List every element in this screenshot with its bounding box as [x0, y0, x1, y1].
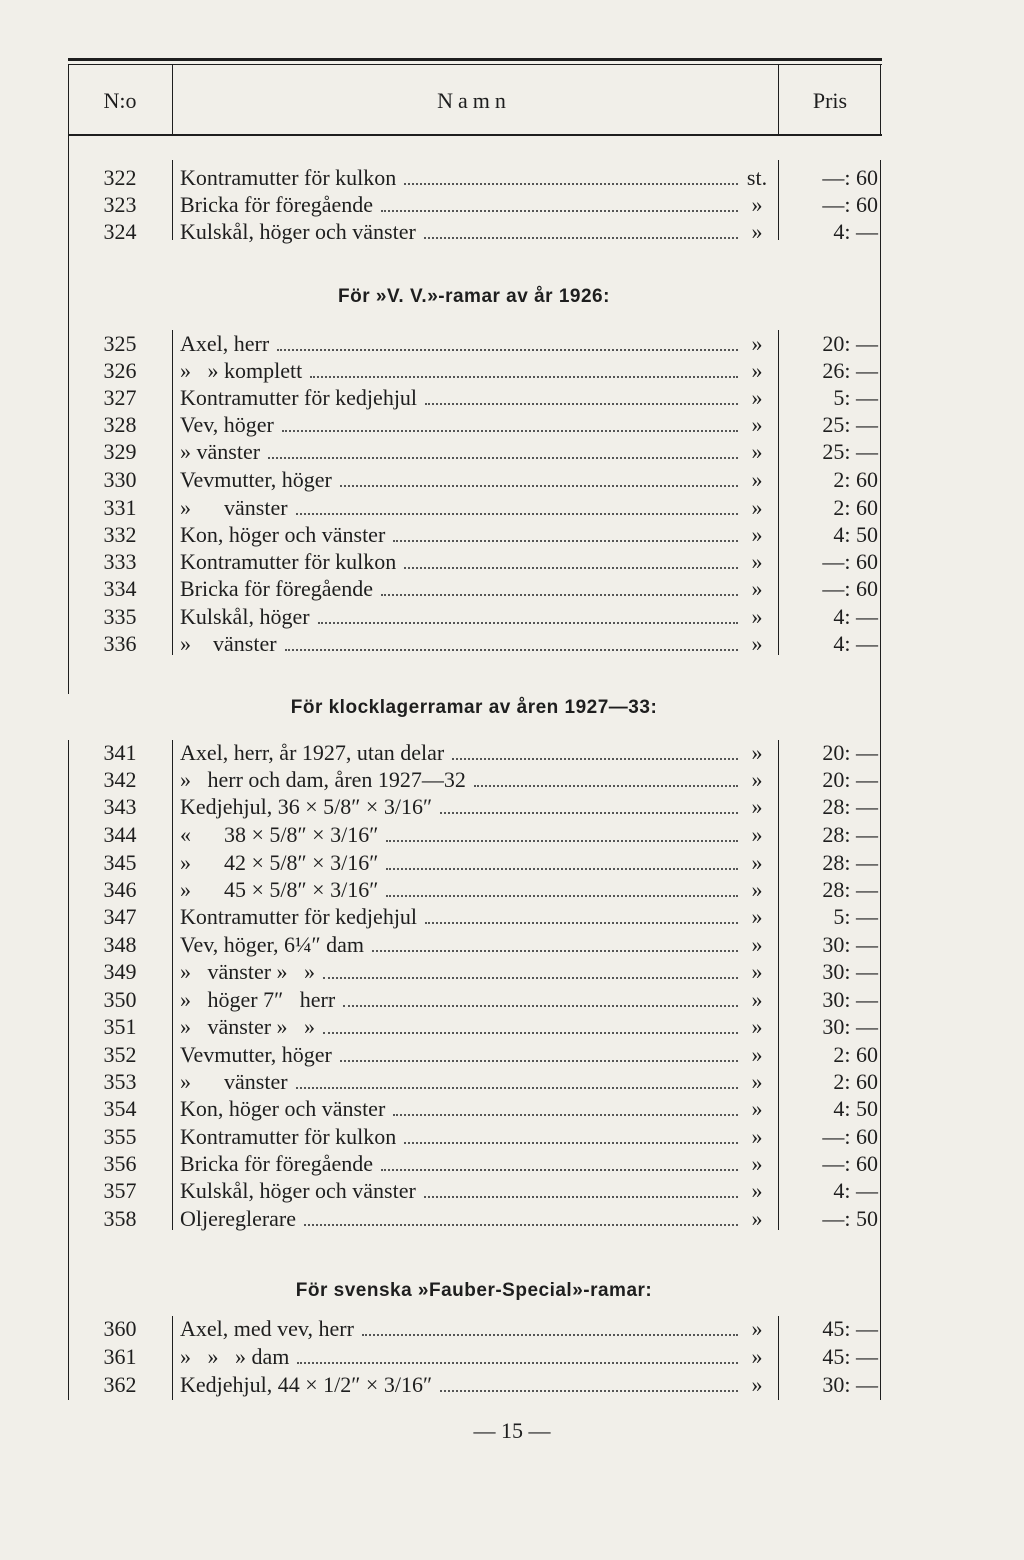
item-unit: »	[751, 467, 763, 492]
item-name-cell	[180, 466, 770, 494]
dot-leader	[277, 349, 738, 351]
item-number: 332	[103, 522, 137, 547]
dot-leader	[323, 977, 738, 979]
item-unit: »	[751, 549, 763, 574]
item-name-cell	[180, 821, 770, 849]
item-name-cell	[180, 164, 770, 192]
item-price: 4: —	[833, 219, 878, 244]
item-price: 4: —	[833, 604, 878, 629]
item-name-cell	[180, 1343, 770, 1371]
item-number: 341	[103, 740, 137, 765]
item-price: 2: 60	[833, 1069, 878, 1094]
item-unit: »	[751, 631, 763, 656]
item-price: —: 60	[822, 576, 878, 601]
table-row	[0, 766, 1024, 794]
item-name-cell	[180, 575, 770, 603]
top-rule	[68, 58, 882, 61]
item-name: Vevmutter, höger	[180, 1042, 332, 1067]
item-unit: »	[751, 1372, 763, 1397]
dot-leader	[381, 594, 738, 596]
item-name: Kontramutter för kulkon	[180, 549, 397, 574]
item-unit: »	[751, 331, 763, 356]
item-unit: »	[751, 1069, 763, 1094]
item-price: —: 60	[822, 1124, 878, 1149]
dot-leader	[393, 540, 738, 542]
top-rule-thin	[68, 64, 882, 65]
item-name: » 42 × 5/8″ × 3/16″	[180, 850, 379, 875]
item-price: —: 60	[822, 1151, 878, 1176]
table-row	[0, 1315, 1024, 1343]
item-name-cell	[180, 849, 770, 877]
item-name-cell	[180, 1177, 770, 1205]
item-price: 30: —	[822, 1372, 878, 1397]
item-number: 356	[103, 1151, 137, 1176]
item-name: Kedjehjul, 36 × 5/8″ × 3/16″	[180, 794, 433, 819]
item-unit: »	[751, 192, 763, 217]
item-name-cell	[180, 1095, 770, 1123]
dot-leader	[381, 1169, 738, 1171]
item-name: » vänster » »	[180, 959, 316, 984]
item-number: 343	[103, 794, 137, 819]
item-price: —: 60	[822, 549, 878, 574]
item-price: 2: 60	[833, 467, 878, 492]
table-row	[0, 357, 1024, 385]
item-unit: »	[751, 822, 763, 847]
table-row	[0, 931, 1024, 959]
item-name-cell	[180, 1068, 770, 1096]
item-number: 348	[103, 932, 137, 957]
item-price: 5: —	[833, 904, 878, 929]
item-price: 4: 50	[833, 522, 878, 547]
item-name: » vänster	[180, 1069, 288, 1094]
dot-leader	[323, 1032, 738, 1034]
item-number: 326	[103, 358, 137, 383]
dot-leader	[372, 950, 738, 952]
table-row	[0, 958, 1024, 986]
table-row	[0, 575, 1024, 603]
item-name: Kontramutter för kedjehjul	[180, 904, 418, 929]
table-row	[0, 330, 1024, 358]
item-price: 20: —	[822, 331, 878, 356]
item-number: 334	[103, 576, 137, 601]
item-name: Kontramutter för kedjehjul	[180, 385, 418, 410]
dot-leader	[404, 183, 738, 185]
item-name-cell	[180, 521, 770, 549]
dot-leader	[440, 812, 738, 814]
dot-leader	[424, 237, 738, 239]
item-number: 358	[103, 1206, 137, 1231]
section-title: För klocklagerramar av åren 1927—33:	[290, 697, 658, 718]
item-unit: »	[751, 412, 763, 437]
item-price: 26: —	[822, 358, 878, 383]
table-row	[0, 739, 1024, 767]
page-number: — 15 —	[473, 1418, 551, 1443]
item-price: 30: —	[822, 959, 878, 984]
item-number: 342	[103, 767, 137, 792]
table-row	[0, 1150, 1024, 1178]
item-unit: »	[751, 959, 763, 984]
item-price: 4: 50	[833, 1096, 878, 1121]
item-unit: »	[751, 904, 763, 929]
dot-leader	[296, 513, 738, 515]
table-row	[0, 630, 1024, 658]
item-price: 20: —	[822, 740, 878, 765]
item-name-cell	[180, 1013, 770, 1041]
table-row	[0, 164, 1024, 192]
item-name-cell	[180, 986, 770, 1014]
table-row	[0, 1371, 1024, 1399]
item-name-cell	[180, 494, 770, 522]
item-price: 30: —	[822, 932, 878, 957]
dot-leader	[404, 1142, 738, 1144]
item-name: Bricka för föregående	[180, 1151, 374, 1176]
item-number: 360	[103, 1316, 137, 1341]
table-row	[0, 411, 1024, 439]
item-name-cell	[180, 739, 770, 767]
item-name-cell	[180, 411, 770, 439]
item-name-cell	[180, 766, 770, 794]
item-unit: st.	[746, 165, 768, 190]
item-unit: »	[751, 1206, 763, 1231]
table-row	[0, 384, 1024, 412]
item-number: 346	[103, 877, 137, 902]
item-name-cell	[180, 1041, 770, 1069]
item-price: 30: —	[822, 987, 878, 1012]
item-price: 30: —	[822, 1014, 878, 1039]
item-unit: »	[751, 987, 763, 1012]
item-unit: »	[751, 576, 763, 601]
dot-leader	[282, 430, 738, 432]
dot-leader	[386, 840, 738, 842]
table-row	[0, 903, 1024, 931]
item-unit: »	[751, 219, 763, 244]
item-number: 347	[103, 904, 137, 929]
item-number: 329	[103, 439, 137, 464]
table-row	[0, 1095, 1024, 1123]
item-number: 357	[103, 1178, 137, 1203]
item-unit: »	[751, 850, 763, 875]
item-unit: »	[751, 1316, 763, 1341]
item-number: 354	[103, 1096, 137, 1121]
item-number: 335	[103, 604, 137, 629]
dot-leader	[386, 868, 738, 870]
dot-leader	[304, 1224, 738, 1226]
table-row	[0, 466, 1024, 494]
item-price: 25: —	[822, 412, 878, 437]
item-price: —: 60	[822, 165, 878, 190]
item-name: Kedjehjul, 44 × 1/2″ × 3/16″	[180, 1372, 433, 1397]
item-number: 349	[103, 959, 137, 984]
item-name: Bricka för föregående	[180, 576, 374, 601]
item-name: Oljereglerare	[180, 1206, 297, 1231]
dot-leader	[285, 649, 738, 651]
table-row	[0, 603, 1024, 631]
item-number: 344	[103, 822, 137, 847]
item-unit: »	[751, 495, 763, 520]
dot-leader	[343, 1005, 738, 1007]
section-title: För »V. V.»-ramar av år 1926:	[338, 286, 610, 307]
item-price: 45: —	[822, 1344, 878, 1369]
header-rule	[68, 134, 882, 136]
item-unit: »	[751, 740, 763, 765]
item-name: Bricka för föregående	[180, 192, 374, 217]
dot-leader	[340, 1060, 738, 1062]
item-price: 28: —	[822, 877, 878, 902]
item-name: Kontramutter för kulkon	[180, 1124, 397, 1149]
item-name: Axel, herr, år 1927, utan delar	[180, 740, 445, 765]
table-row	[0, 1123, 1024, 1151]
dot-leader	[318, 622, 738, 624]
dot-leader	[362, 1334, 738, 1336]
dot-leader	[474, 785, 738, 787]
table-row	[0, 821, 1024, 849]
item-number: 336	[103, 631, 137, 656]
item-name: » vänster	[180, 631, 277, 656]
item-price: 28: —	[822, 822, 878, 847]
item-number: 330	[103, 467, 137, 492]
item-unit: »	[751, 1124, 763, 1149]
item-number: 362	[103, 1372, 137, 1397]
dot-leader	[440, 1390, 738, 1392]
item-name-cell	[180, 603, 770, 631]
item-price: —: 60	[822, 192, 878, 217]
item-name-cell	[180, 1150, 770, 1178]
item-number: 345	[103, 850, 137, 875]
item-name-cell	[180, 357, 770, 385]
item-unit: »	[751, 1096, 763, 1121]
item-price: 4: —	[833, 1178, 878, 1203]
item-unit: »	[751, 439, 763, 464]
item-price: 2: 60	[833, 1042, 878, 1067]
table-row	[0, 986, 1024, 1014]
item-name: Kontramutter för kulkon	[180, 165, 397, 190]
table-row	[0, 548, 1024, 576]
dot-leader	[297, 1362, 738, 1364]
item-name: » vänster	[180, 439, 261, 464]
item-name-cell	[180, 876, 770, 904]
item-unit: »	[751, 1042, 763, 1067]
table-row	[0, 218, 1024, 246]
item-price: 5: —	[833, 385, 878, 410]
item-unit: »	[751, 1151, 763, 1176]
item-price: 25: —	[822, 439, 878, 464]
item-name: » » komplett	[180, 358, 303, 383]
item-name: Kon, höger och vänster	[180, 1096, 386, 1121]
dot-leader	[425, 403, 738, 405]
item-unit: »	[751, 767, 763, 792]
item-unit: »	[751, 385, 763, 410]
item-name: Kulskål, höger och vänster	[180, 219, 416, 244]
table-row	[0, 1343, 1024, 1371]
header-pris: Pris	[812, 88, 848, 113]
item-unit: »	[751, 932, 763, 957]
item-number: 353	[103, 1069, 137, 1094]
item-name-cell	[180, 1315, 770, 1343]
item-price: 45: —	[822, 1316, 878, 1341]
dot-leader	[381, 210, 738, 212]
table-row	[0, 1013, 1024, 1041]
item-name: Axel, herr	[180, 331, 270, 356]
item-name: » » » dam	[180, 1344, 290, 1369]
item-number: 355	[103, 1124, 137, 1149]
item-name: Axel, med vev, herr	[180, 1316, 354, 1341]
dot-leader	[340, 485, 738, 487]
item-name-cell	[180, 191, 770, 219]
item-number: 361	[103, 1344, 137, 1369]
item-number: 327	[103, 385, 137, 410]
item-unit: »	[751, 1178, 763, 1203]
item-name-cell	[180, 330, 770, 358]
item-unit: »	[751, 604, 763, 629]
item-number: 352	[103, 1042, 137, 1067]
item-number: 350	[103, 987, 137, 1012]
dot-leader	[268, 457, 738, 459]
dot-leader	[452, 758, 738, 760]
item-price: 2: 60	[833, 495, 878, 520]
section-title: För svenska »Fauber-Special»-ramar:	[295, 1280, 653, 1301]
table-row	[0, 876, 1024, 904]
item-name-cell	[180, 218, 770, 246]
item-number: 323	[103, 192, 137, 217]
item-unit: »	[751, 358, 763, 383]
item-price: 28: —	[822, 794, 878, 819]
item-number: 324	[103, 219, 137, 244]
item-number: 351	[103, 1014, 137, 1039]
table-row	[0, 1068, 1024, 1096]
item-name: Vevmutter, höger	[180, 467, 332, 492]
dot-leader	[404, 567, 738, 569]
item-name: Kulskål, höger och vänster	[180, 1178, 416, 1203]
table-row	[0, 1041, 1024, 1069]
item-name-cell	[180, 903, 770, 931]
table-row	[0, 1205, 1024, 1233]
dot-leader	[386, 895, 738, 897]
item-unit: »	[751, 1014, 763, 1039]
item-price: 20: —	[822, 767, 878, 792]
item-name-cell	[180, 931, 770, 959]
item-number: 325	[103, 331, 137, 356]
table-row	[0, 191, 1024, 219]
item-name-cell	[180, 384, 770, 412]
item-price: 4: —	[833, 631, 878, 656]
dot-leader	[425, 922, 738, 924]
item-price: —: 50	[822, 1206, 878, 1231]
table-row	[0, 849, 1024, 877]
item-number: 322	[103, 165, 137, 190]
dot-leader	[393, 1114, 738, 1116]
item-name: Kulskål, höger	[180, 604, 310, 629]
item-unit: »	[751, 794, 763, 819]
table-row	[0, 1177, 1024, 1205]
item-unit: »	[751, 1344, 763, 1369]
table-row	[0, 521, 1024, 549]
item-name-cell	[180, 1205, 770, 1233]
item-name: » herr och dam, åren 1927—32	[180, 767, 466, 792]
header-no: N:o	[103, 88, 137, 113]
item-name: » 45 × 5/8″ × 3/16″	[180, 877, 379, 902]
item-name: Vev, höger	[180, 412, 274, 437]
dot-leader	[296, 1087, 738, 1089]
item-name: » vänster » »	[180, 1014, 316, 1039]
item-name-cell	[180, 438, 770, 466]
item-number: 328	[103, 412, 137, 437]
dot-leader	[310, 376, 738, 378]
item-name-cell	[180, 1123, 770, 1151]
item-unit: »	[751, 877, 763, 902]
item-name: » vänster	[180, 495, 288, 520]
item-name-cell	[180, 548, 770, 576]
table-row	[0, 793, 1024, 821]
item-name: « 38 × 5/8″ × 3/16″	[180, 822, 379, 847]
item-name: Kon, höger och vänster	[180, 522, 386, 547]
item-name-cell	[180, 630, 770, 658]
table-row	[0, 438, 1024, 466]
item-number: 333	[103, 549, 137, 574]
item-name-cell	[180, 1371, 770, 1399]
item-price: 28: —	[822, 850, 878, 875]
item-name: Vev, höger, 6¼″ dam	[180, 932, 365, 957]
item-name-cell	[180, 793, 770, 821]
header-namn: Namn	[437, 88, 511, 113]
item-name: » höger 7″ herr	[180, 987, 336, 1012]
dot-leader	[424, 1196, 738, 1198]
table-row	[0, 494, 1024, 522]
item-name-cell	[180, 958, 770, 986]
item-number: 331	[103, 495, 137, 520]
item-unit: »	[751, 522, 763, 547]
